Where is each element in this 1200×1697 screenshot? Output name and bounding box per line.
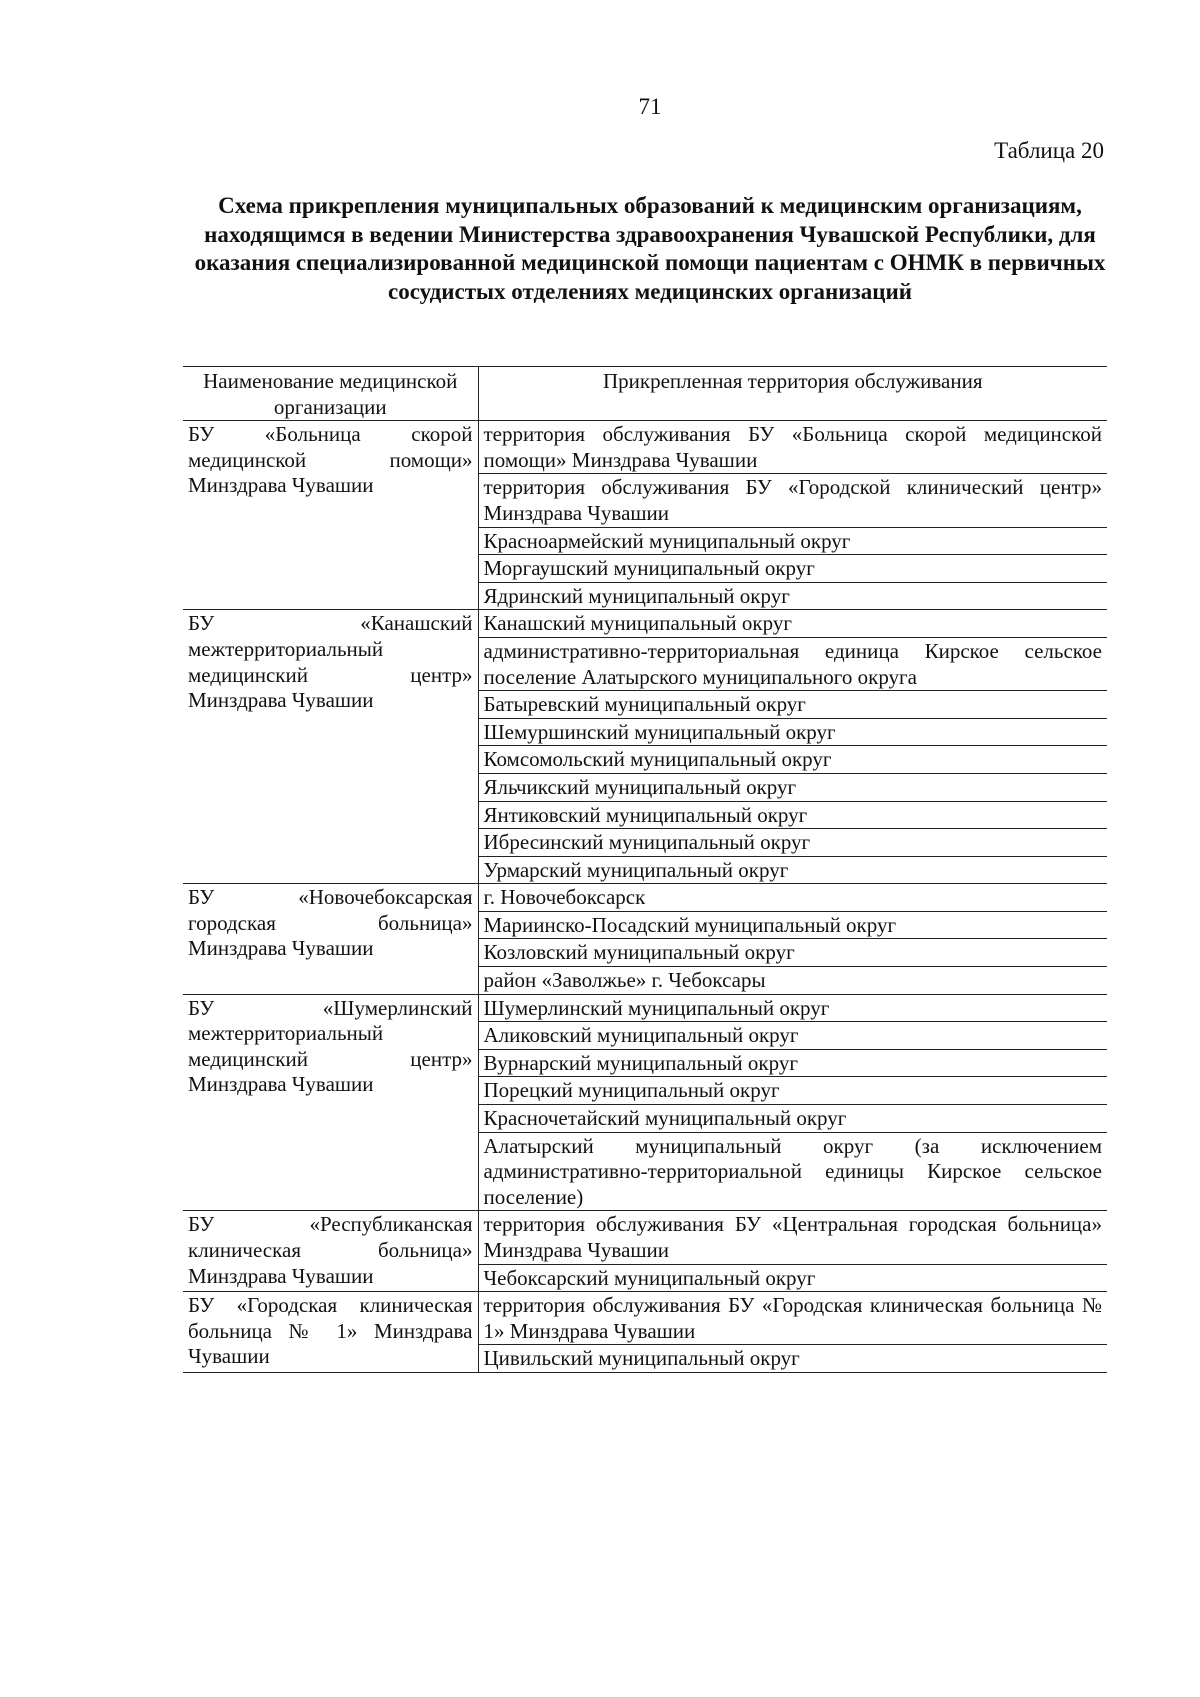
organization-cell xyxy=(183,884,478,994)
table-row xyxy=(183,884,1107,912)
territory-cell: административно-территориальная единица Кирское сельское поселение Алатырского муниципального округа xyxy=(478,637,1107,690)
territory-cell: Алатырский муниципальный округ (за исключением административно-территориальной единицы Кирское сельское поселение) xyxy=(478,1132,1107,1211)
organization-cell xyxy=(183,994,478,1211)
territory-cell: Аликовский муниципальный округ xyxy=(478,1022,1107,1050)
territory-cell: территория обслуживания БУ «Городская клиническая больница № 1» Минздрава Чувашии xyxy=(478,1292,1107,1345)
organization-name: БУ «Городская клиническая больница № 1» Минздрава Чувашии xyxy=(188,1293,473,1369)
territory-cell: Красноармейский муниципальный округ xyxy=(478,527,1107,555)
document-title: Схема прикрепления муниципальных образований к медицинским организациям, находящимся в ведении Министерства здравоохранения Чувашской Республики, для оказания специализированной медицинской помощи пациентам с ОНМК в первичных сосудистых отделениях медицинских организаций xyxy=(194,193,1106,304)
territory-cell: Красночетайский муниципальный округ xyxy=(478,1105,1107,1133)
organization-name: БУ «Шумерлинский межтерриториальный медицинский центр» Минздрава Чувашии xyxy=(188,995,473,1097)
table-body xyxy=(183,421,1107,1373)
territory-cell: Шемуршинский муниципальный округ xyxy=(478,718,1107,746)
territory-cell: Цивильский муниципальный округ xyxy=(478,1345,1107,1373)
territory-cell: Урмарский муниципальный округ xyxy=(478,856,1107,884)
table-label: Таблица 20 xyxy=(994,138,1104,163)
table-row xyxy=(183,1211,1107,1264)
table-row xyxy=(183,1292,1107,1345)
territory-cell: Мариинско-Посадский муниципальный округ xyxy=(478,911,1107,939)
territory-cell: Порецкий муниципальный округ xyxy=(478,1077,1107,1105)
organization-cell xyxy=(183,1211,478,1292)
territory-cell: Батыревский муниципальный округ xyxy=(478,691,1107,719)
territory-cell: Ядринский муниципальный округ xyxy=(478,582,1107,610)
organization-name: БУ «Канашский межтерриториальный медицинский центр» Минздрава Чувашии xyxy=(188,611,473,713)
attachment-schema-table xyxy=(183,366,1107,1373)
header-territory: Прикрепленная территория обслуживания xyxy=(478,367,1107,421)
territory-cell: Моргаушский муниципальный округ xyxy=(478,555,1107,583)
table-row xyxy=(183,421,1107,474)
territory-cell: Канашский муниципальный округ xyxy=(478,610,1107,638)
territory-cell: территория обслуживания БУ «Больница скорой медицинской помощи» Минздрава Чувашии xyxy=(478,421,1107,474)
table-row xyxy=(183,610,1107,638)
header-organization: Наименование медицинской организации xyxy=(183,367,478,421)
organization-cell xyxy=(183,1292,478,1373)
territory-cell: Янтиковский муниципальный округ xyxy=(478,801,1107,829)
organization-name: БУ «Новочебоксарская городская больница» Минздрава Чувашии xyxy=(188,885,473,961)
territory-cell: Вурнарский муниципальный округ xyxy=(478,1049,1107,1077)
territory-cell: район «Заволжье» г. Чебоксары xyxy=(478,967,1107,995)
organization-cell xyxy=(183,421,478,610)
territory-cell: Комсомольский муниципальный округ xyxy=(478,746,1107,774)
table-row xyxy=(183,994,1107,1022)
organization-cell xyxy=(183,610,478,884)
page-number: 71 xyxy=(638,94,662,119)
organization-name: БУ «Республиканская клиническая больница» Минздрава Чувашии xyxy=(188,1212,473,1288)
territory-cell: Яльчикский муниципальный округ xyxy=(478,773,1107,801)
table-header-row xyxy=(183,367,1107,421)
territory-cell: Козловский муниципальный округ xyxy=(478,939,1107,967)
territory-cell: г. Новочебоксарск xyxy=(478,884,1107,912)
territory-cell: территория обслуживания БУ «Центральная городская больница» Минздрава Чувашии xyxy=(478,1211,1107,1264)
territory-cell: Ибресинский муниципальный округ xyxy=(478,829,1107,857)
organization-name: БУ «Больница скорой медицинской помощи» Минздрава Чувашии xyxy=(188,422,473,498)
territory-cell: территория обслуживания БУ «Городской клинический центр» Минздрава Чувашии xyxy=(478,474,1107,527)
territory-cell: Шумерлинский муниципальный округ xyxy=(478,994,1107,1022)
territory-cell: Чебоксарский муниципальный округ xyxy=(478,1264,1107,1292)
